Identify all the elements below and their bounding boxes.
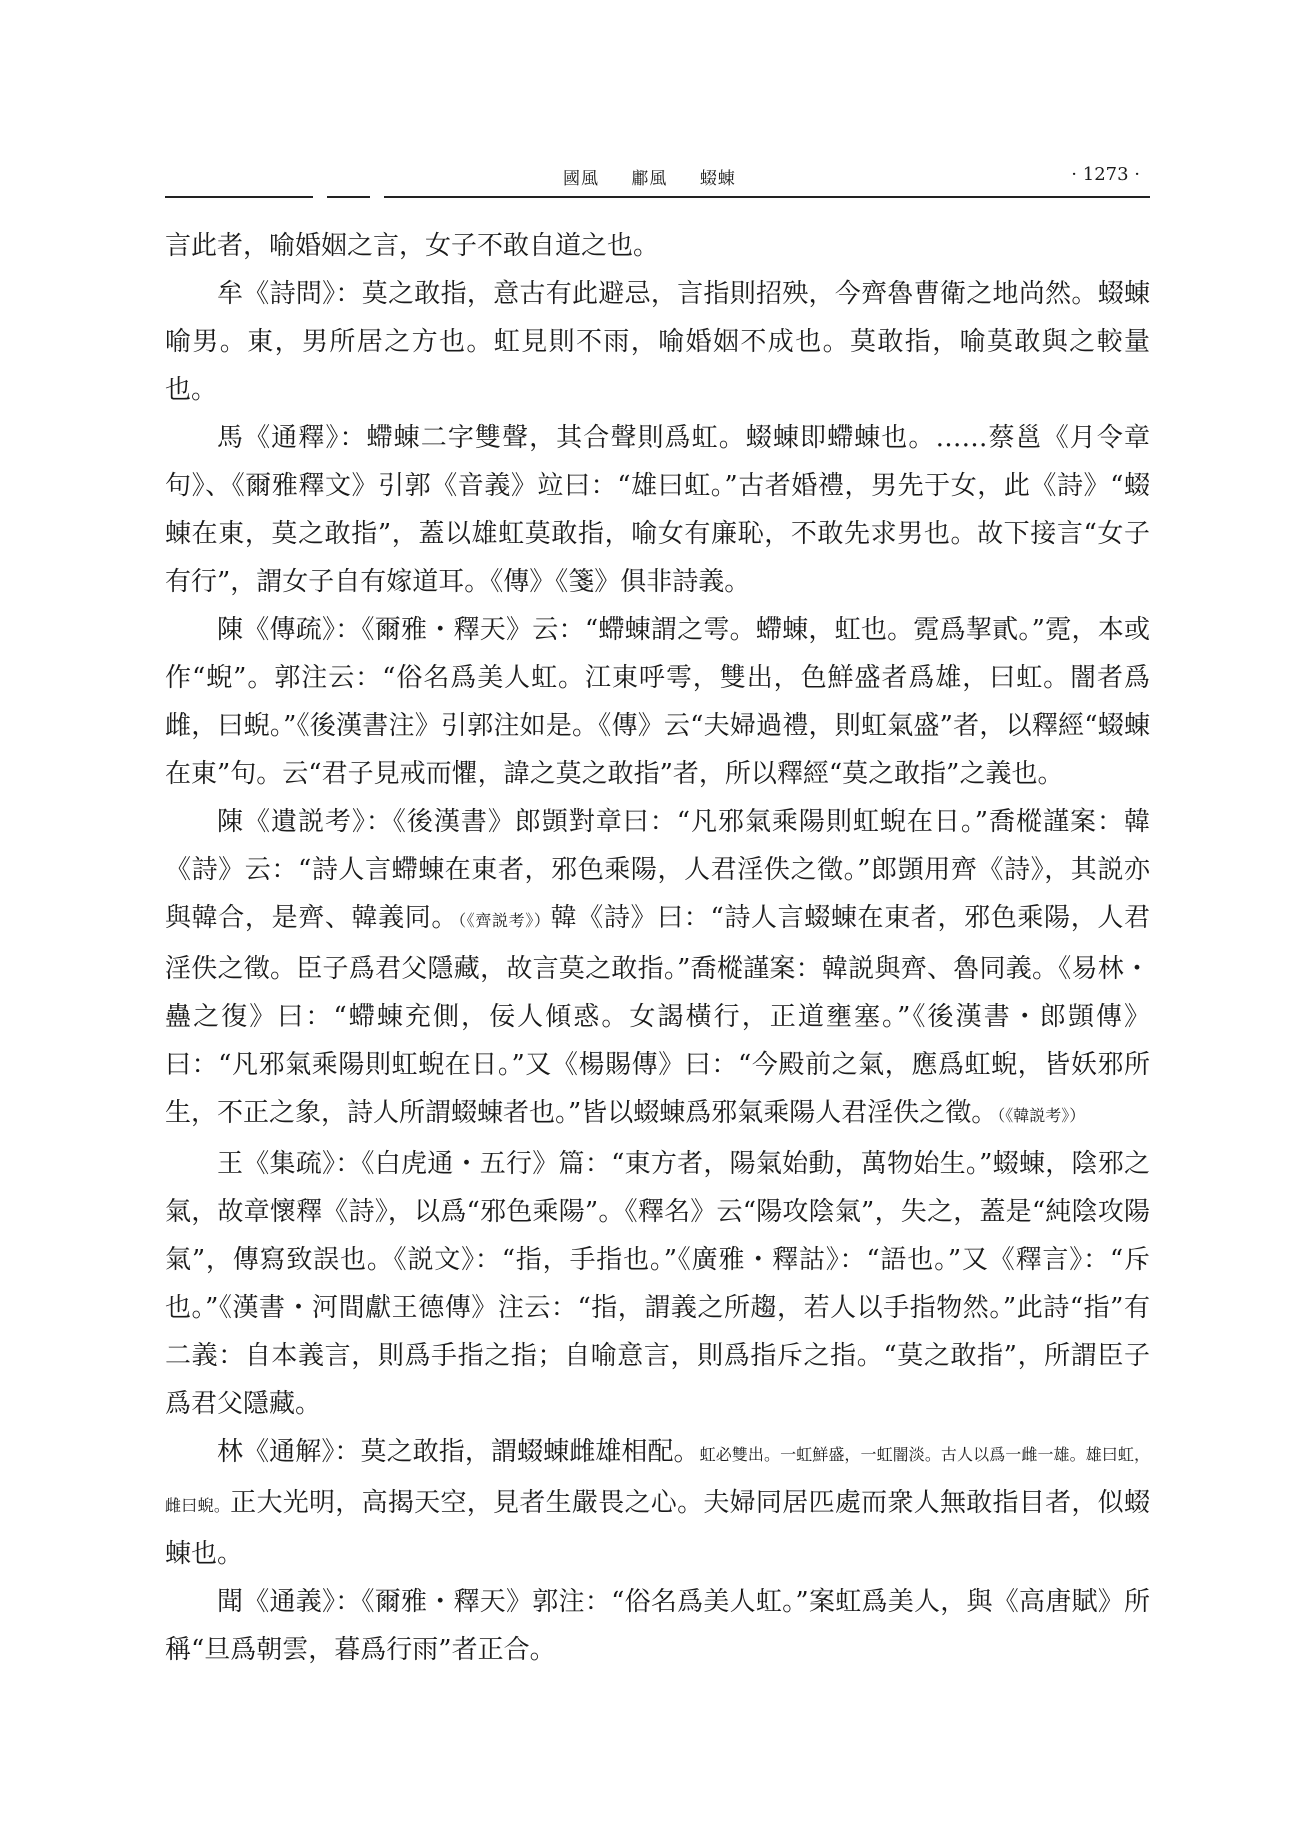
paragraph <box>165 414 1150 606</box>
inline-note: （《韓説考》） <box>997 1106 1086 1125</box>
text-segment: 林《通解》：莫之敢指，謂蝃蝀雌雄相配。 <box>217 1437 700 1467</box>
paragraph <box>165 606 1150 798</box>
section-part-3: 蝃蝀 <box>699 169 736 189</box>
paragraph <box>165 270 1150 414</box>
text-segment: 牟《詩問》：莫之敢指，意古有此避忌，言指則招殃，今齊魯曹衛之地尚然。蝃蝀喻男。東，男所居之方也。虹見則不雨，喻婚姻不成也。莫敢指，喻莫敢與之較量也。 <box>165 279 1150 405</box>
rule-gap <box>370 192 384 200</box>
text-segment: 陳《傳疏》：《爾雅・釋天》云：“螮蝀謂之雩。螮蝀，虹也。霓爲挈貳。”霓，本或作“蜺”。郭注云：“俗名爲美人虹。江東呼雩，雙出，色鮮盛者爲雄，曰虹。闇者爲雌，曰蜺。”《後漢書注》引郭注如是。《傳》云“夫婦過禮，則虹氣盛”者，以釋經“蝃蝀在東”句。云“君子見戒而懼，諱之莫之敢指”者，所以釋經“莫之敢指”之義也。 <box>165 615 1150 789</box>
paragraph <box>165 798 1150 1140</box>
page-number: · 1273 · <box>1071 164 1140 185</box>
paragraph <box>165 1578 1150 1674</box>
paragraph <box>165 1140 1150 1428</box>
section-part-2: 鄘風 <box>631 169 668 189</box>
rule-gap <box>313 192 327 200</box>
text-segment: 言此者，喻婚姻之言，女子不敢自道之也。 <box>165 231 660 261</box>
text-segment: 韓《詩》曰：“詩人言蝃蝀在東者，邪色乘陽，人君淫佚之徵。臣子爲君父隱藏，故言莫之敢指。”喬樅謹案：韓説與齊、魯同義。《易林・蠱之復》曰：“螮蝀充側，佞人傾惑。女謁橫行，正道壅塞。”《後漢書・郎顗傳》曰：“凡邪氣乘陽則虹蜺在日。”又《楊賜傳》曰：“今殿前之氣，應爲虹蜺，皆妖邪所生，不正之象，詩人所謂蝃蝀者也。”皆以蝃蝀爲邪氣乘陽人君淫佚之徵。 <box>165 903 1150 1128</box>
document-body <box>165 222 1150 1674</box>
text-segment: 陳《遺説考》：《後漢書》郎顗對章曰：“凡邪氣乘陽則虹蜺在日。”喬樅謹案：韓《詩》云：“詩人言螮蝀在東者，邪色乘陽，人君淫佚之徵。”郎顗用齊《詩》，其説亦與韓合，是齊、韓義同。 <box>165 807 1150 933</box>
text-segment: 聞《通義》：《爾雅・釋天》郭注：“俗名爲美人虹。”案虹爲美人，與《高唐賦》所稱“旦爲朝雲，暮爲行雨”者正合。 <box>165 1587 1150 1665</box>
section-title <box>563 164 762 189</box>
text-segment: 馬《通釋》：螮蝀二字雙聲，其合聲則爲虹。蝃蝀即螮蝀也。……蔡邕《月令章句》、《爾雅釋文》引郭《音義》竝曰：“雄曰虹。”古者婚禮，男先于女，此《詩》“蝃蝀在東，莫之敢指”，蓋以雄虹莫敢指，喻女有廉恥，不敢先求男也。故下接言“女子有行”，謂女子自有嫁道耳。《傳》《箋》俱非詩義。 <box>165 423 1150 597</box>
running-header <box>165 158 1150 198</box>
paragraph <box>165 222 1150 270</box>
paragraph <box>165 1428 1150 1578</box>
section-part-1: 國風 <box>563 169 599 189</box>
text-segment: 王《集疏》：《白虎通・五行》篇：“東方者，陽氣始動，萬物始生。”蝃蝀，陰邪之氣，故章懷釋《詩》，以爲“邪色乘陽”。《釋名》云“陽攻陰氣”，失之，蓋是“純陰攻陽氣”，傳寫致誤也。《説文》：“指，手指也。”《廣雅・釋詁》：“語也。”又《釋言》：“斥也。”《漢書・河間獻王德傳》注云：“指，謂義之所趨，若人以手指物然。”此詩“指”有二義：自本義言，則爲手指之指；自喻意言，則爲指斥之指。“莫之敢指”，所謂臣子爲君父隱藏。 <box>165 1149 1150 1419</box>
inline-note: 虹必雙出。一虹鮮盛，一虹闇淡。古人以爲一雌一雄。雄曰虹，雌曰蜺。 <box>165 1445 1150 1515</box>
inline-note: （《齊説考》） <box>458 911 551 930</box>
text-segment: 正大光明，高揭天空，見者生嚴畏之心。夫婦同居匹處而衆人無敢指目者，似蝃蝀也。 <box>165 1488 1150 1569</box>
